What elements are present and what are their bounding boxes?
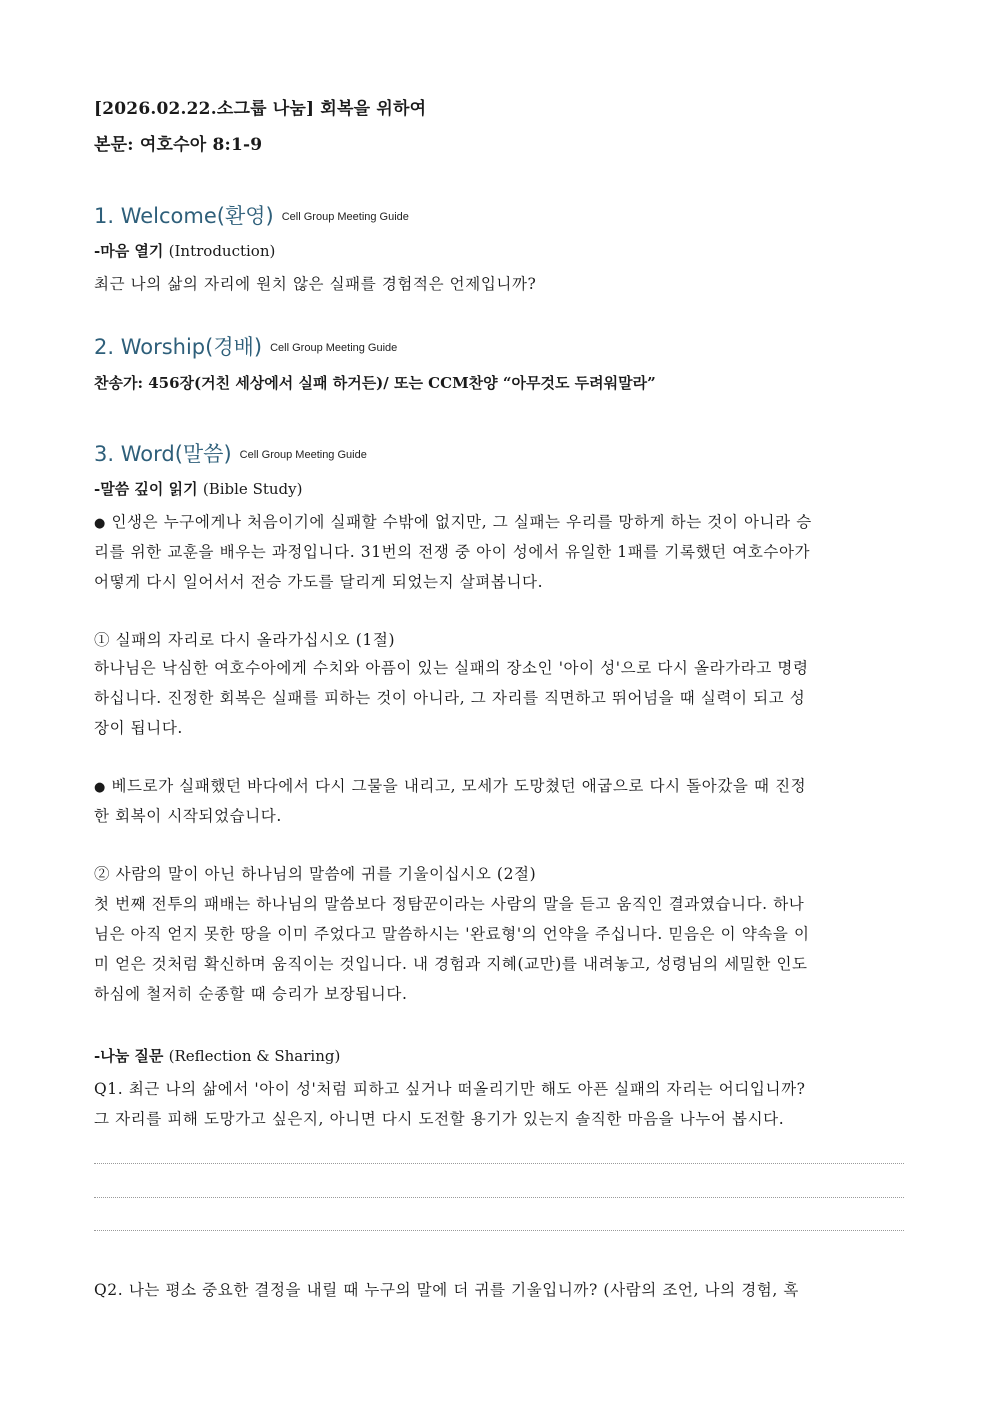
study-intro-line-3: 어떻게 다시 일어서서 전승 가도를 달리게 되었는지 살펴봅니다. [94,573,544,591]
bullet-icon: ● [94,516,106,531]
study-intro-line-1: ● 인생은 누구에게나 처음이기에 실패할 수밖에 없지만, 그 실패는 우리를 망하게 하는 것이 아니라 승 [94,513,812,531]
section-heading-text: 2. Worship(경배) [94,335,263,359]
q1-line-2: 그 자리를 피해 도망가고 싶은지, 아니면 다시 도전할 용기가 있는지 솔직한 마음을 나누어 봅시다. [94,1110,785,1128]
point2-line-1: 첫 번째 전투의 패배는 하나님의 말씀보다 정탐꾼이라는 사람의 말을 듣고 움직인 결과였습니다. 하나 [94,895,805,913]
section-subtitle: Cell Group Meeting Guide [239,449,367,461]
section-subtitle: Cell Group Meeting Guide [270,342,398,354]
sharing-label [94,1045,340,1066]
point1-title: ① 실패의 자리로 다시 올라가십시오 (1절) [94,631,396,649]
point2-line-4: 하심에 철저히 순종할 때 승리가 보장됩니다. [94,985,408,1003]
point1-line-3: 장이 됩니다. [94,719,183,737]
section-word-heading [94,438,367,468]
intro-label [94,240,275,261]
intro-label-en: (Introduction) [168,242,276,260]
hymn-line: 찬송가: 456장(거친 세상에서 실패 하거든)/ 또는 CCM찬양 “아무것도 두려워말라” [94,374,656,392]
bullet2-line-2: 한 회복이 시작되었습니다. [94,807,282,825]
section-welcome-heading [94,200,409,230]
bible-study-label-en: (Bible Study) [202,480,303,498]
answer-line [94,1197,904,1198]
answer-line [94,1230,904,1231]
intro-label-ko: -마음 열기 [94,242,164,260]
section-worship-heading [94,331,397,361]
bible-study-label-ko: -말씀 깊이 읽기 [94,480,198,498]
study-intro-line-2: 리를 위한 교훈을 배우는 과정입니다. 31번의 전쟁 중 아이 성에서 유일한 1패를 기록했던 여호수아가 [94,543,811,561]
point2-line-2: 님은 아직 얻지 못한 땅을 이미 주었다고 말씀하시는 '완료형'의 언약을 주십니다. 믿음은 이 약속을 이 [94,925,810,943]
q1-line-1: Q1. 최근 나의 삶에서 '아이 성'처럼 피하고 싶거나 떠올리기만 해도 아픈 실패의 자리는 어디입니까? [94,1080,806,1098]
bullet2-line-1: ● 베드로가 실패했던 바다에서 다시 그물을 내리고, 모세가 도망쳤던 애굽으로 다시 돌아갔을 때 진정 [94,777,807,795]
bullet-icon: ● [94,780,106,795]
document-title: [2026.02.22.소그룹 나눔] 회복을 위하여 [94,99,427,119]
bible-study-label [94,478,302,499]
section-heading-text: 1. Welcome(환영) [94,204,274,228]
q2-line-1: Q2. 나는 평소 중요한 결정을 내릴 때 누구의 말에 더 귀를 기울입니까? (사람의 조언, 나의 경험, 혹 [94,1281,799,1299]
scripture-passage: 본문: 여호수아 8:1-9 [94,135,263,155]
sharing-label-en: (Reflection & Sharing) [168,1047,341,1065]
section-heading-text: 3. Word(말씀) [94,442,232,466]
point1-line-2: 하십니다. 진정한 회복은 실패를 피하는 것이 아니라, 그 자리를 직면하고 뛰어넘을 때 실력이 되고 성 [94,689,806,707]
point2-line-3: 미 얻은 것처럼 확신하며 움직이는 것입니다. 내 경험과 지혜(교만)를 내려놓고, 성령님의 세밀한 인도 [94,955,808,973]
point2-title: ② 사람의 말이 아닌 하나님의 말씀에 귀를 기울이십시오 (2절) [94,865,537,883]
intro-question: 최근 나의 삶의 자리에 원치 않은 실패를 경험적은 언제입니까? [94,275,537,293]
answer-line [94,1163,904,1164]
point1-line-1: 하나님은 낙심한 여호수아에게 수치와 아픔이 있는 실패의 장소인 '아이 성'으로 다시 올라가라고 명령 [94,659,809,677]
sharing-label-ko: -나눔 질문 [94,1047,164,1065]
section-subtitle: Cell Group Meeting Guide [281,211,409,223]
